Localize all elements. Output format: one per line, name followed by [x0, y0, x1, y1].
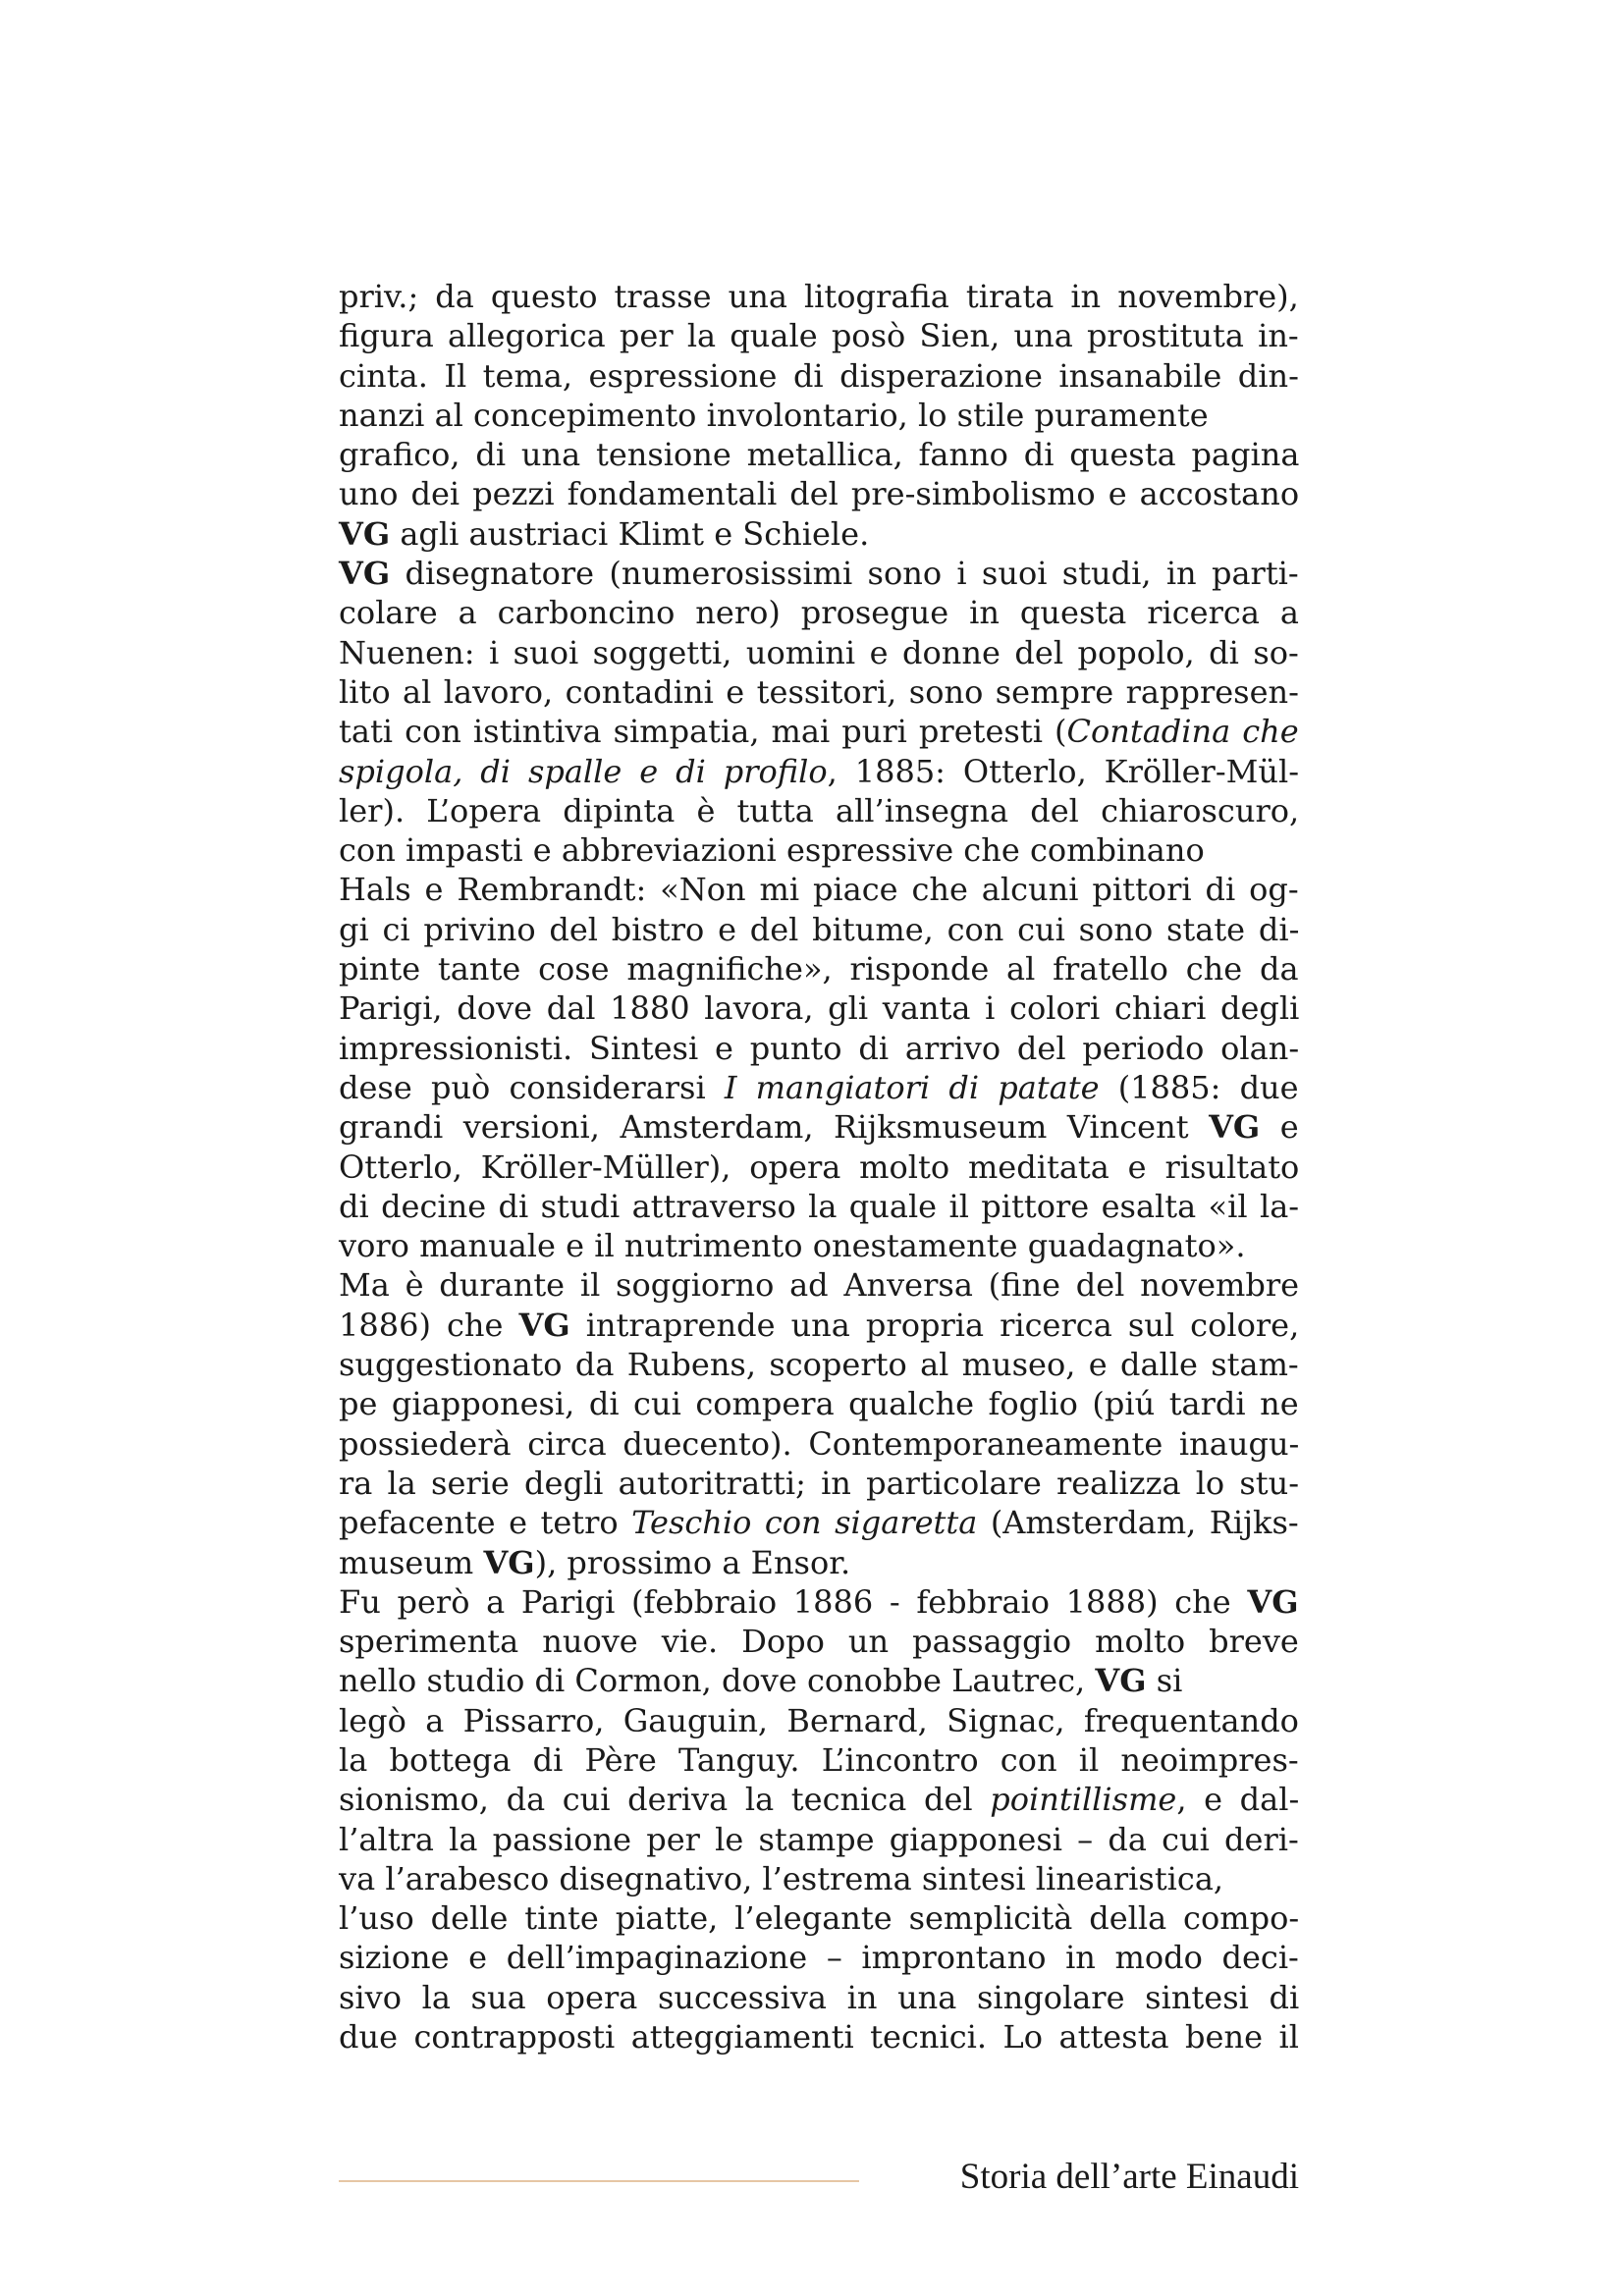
italic-title: spigola, di spalle e di profilo — [339, 752, 828, 790]
text-run: Hals e Rembrandt: «Non mi piace che alcuni pittori di og- — [339, 871, 1299, 909]
text-run: tati con istintiva simpatia, mai puri pretesti ( — [339, 713, 1067, 751]
text-line — [339, 910, 1299, 949]
text-run: due contrapposti atteggiamenti tecnici. Lo attesta bene il — [339, 2018, 1299, 2056]
body-text — [339, 277, 1299, 2056]
text-line — [339, 1345, 1299, 1384]
bold-abbreviation: VG — [483, 1543, 535, 1581]
text-line — [339, 1622, 1299, 1661]
text-line — [339, 1029, 1299, 1068]
text-run: agli austriaci Klimt e Schiele. — [390, 514, 870, 553]
text-run: possiederà circa duecento). Contemporaneamente inaugu- — [339, 1424, 1300, 1463]
text-run: (Amsterdam, Rijks- — [977, 1504, 1299, 1542]
text-run: museum — [339, 1543, 484, 1581]
text-line — [339, 316, 1299, 355]
text-run: lito al lavoro, contadini e tessitori, sono sempre rappresen- — [339, 672, 1299, 711]
text-line — [339, 830, 1299, 870]
text-run: ler). L’opera dipinta è tutta all’insegna del chiaroscuro, — [339, 791, 1300, 829]
text-line — [339, 1464, 1299, 1503]
text-run: Parigi, dove dal 1880 lavora, gli vanta i colori chiari degli — [339, 989, 1300, 1028]
text-run: (1885: due — [1099, 1068, 1299, 1106]
text-line — [339, 1859, 1299, 1898]
text-line — [339, 988, 1299, 1028]
text-line — [339, 1424, 1299, 1464]
text-line — [339, 870, 1299, 909]
text-line — [339, 949, 1299, 988]
text-line — [339, 435, 1299, 474]
text-line — [339, 633, 1299, 672]
text-run: sivo la sua opera successiva in una singolare sintesi di — [339, 1978, 1300, 2016]
text-run: l’altra la passione per le stampe giapponesi – da cui deri- — [339, 1820, 1299, 1858]
text-line — [339, 593, 1299, 632]
text-line — [339, 1543, 1299, 1582]
text-run: di decine di studi attraverso la quale il pittore esalta «il la- — [339, 1187, 1300, 1225]
text-run: suggestionato da Rubens, scoperto al museo, e dalle stam- — [339, 1346, 1299, 1384]
text-run: cinta. Il tema, espressione di disperazione insanabile din- — [339, 356, 1299, 395]
footer-title: Storia dell’arte Einaudi — [959, 2157, 1299, 2197]
bold-abbreviation: VG — [1247, 1582, 1299, 1621]
text-line — [339, 1226, 1299, 1265]
text-run: figura allegorica per la quale posò Sien, una prostituta in- — [339, 317, 1299, 355]
text-run: grandi versioni, Amsterdam, Rijksmuseum Vincent — [339, 1108, 1210, 1147]
text-line — [339, 1978, 1299, 2017]
text-line — [339, 356, 1299, 396]
text-line — [339, 1701, 1299, 1740]
text-line — [339, 1503, 1299, 1542]
text-run: la bottega di Père Tanguy. L’incontro con il neoimpres- — [339, 1740, 1299, 1779]
text-line — [339, 672, 1299, 712]
text-run: l’uso delle tinte piatte, l’elegante semplicità della compo- — [339, 1899, 1300, 1938]
italic-title: Contadina che — [1066, 713, 1299, 751]
text-line — [339, 554, 1299, 593]
text-line — [339, 1068, 1299, 1107]
bold-abbreviation: VG — [339, 555, 391, 593]
text-run: disegnatore (numerosissimi sono i suoi studi, in parti- — [390, 555, 1299, 593]
text-line — [339, 1384, 1299, 1423]
text-run: legò a Pissarro, Gauguin, Bernard, Signac, frequentando — [339, 1701, 1299, 1739]
text-line — [339, 712, 1299, 751]
text-line — [339, 1740, 1299, 1780]
text-run: grafico, di una tensione metallica, fanno di questa pagina — [339, 436, 1300, 474]
bold-abbreviation: VG — [1209, 1108, 1261, 1147]
bold-abbreviation: VG — [1095, 1662, 1147, 1700]
text-run: si — [1146, 1662, 1183, 1700]
text-run: Ma è durante il soggiorno ad Anversa (fine del novembre — [339, 1266, 1300, 1305]
text-run: dese può considerarsi — [339, 1068, 725, 1106]
text-line — [339, 1148, 1299, 1187]
text-run: nello studio di Cormon, dove conobbe Lautrec, — [339, 1662, 1096, 1700]
text-run: colare a carboncino nero) prosegue in questa ricerca a — [339, 594, 1299, 632]
text-line — [339, 1820, 1299, 1859]
text-run: va l’arabesco disegnativo, l’estrema sintesi linearistica, — [339, 1859, 1224, 1897]
text-run: , 1885: Otterlo, Kröller-Mül- — [827, 752, 1300, 790]
bold-abbreviation: VG — [339, 514, 391, 553]
text-line — [339, 2017, 1299, 2056]
text-line — [339, 752, 1299, 791]
italic-title: pointillisme — [990, 1781, 1177, 1819]
text-run: priv.; da questo trasse una litografia tirata in novembre), — [339, 278, 1299, 315]
text-line — [339, 514, 1299, 554]
italic-title: Teschio con sigaretta — [631, 1504, 978, 1542]
text-line — [339, 1187, 1299, 1226]
text-run: con impasti e abbreviazioni espressive che combinano — [339, 831, 1205, 870]
text-run: ra la serie degli autoritratti; in particolare realizza lo stu- — [339, 1464, 1300, 1502]
text-run: pinte tante cose magnifiche», risponde al fratello che da — [339, 950, 1299, 988]
text-line — [339, 1661, 1299, 1700]
text-line — [339, 1306, 1299, 1345]
text-run: sperimenta nuove vie. Dopo un passaggio molto breve — [339, 1623, 1299, 1661]
text-run: voro manuale e il nutrimento onestamente guadagnato». — [339, 1227, 1246, 1265]
text-line — [339, 1265, 1299, 1305]
text-line — [339, 1582, 1299, 1622]
text-run: Nuenen: i suoi soggetti, uomini e donne del popolo, di so- — [339, 633, 1299, 671]
text-run: 1886) che — [339, 1306, 519, 1344]
text-run: Otterlo, Kröller-Müller), opera molto meditata e risultato — [339, 1148, 1300, 1186]
text-run: impressionisti. Sintesi e punto di arrivo del periodo olan- — [339, 1029, 1300, 1067]
text-run: intraprende una propria ricerca sul colore, — [569, 1306, 1300, 1344]
bold-abbreviation: VG — [518, 1306, 570, 1344]
text-run: e — [1260, 1108, 1299, 1147]
text-run: sionismo, da cui deriva la tecnica del — [339, 1781, 991, 1819]
text-run: pefacente e tetro — [339, 1504, 632, 1542]
text-line — [339, 1938, 1299, 1977]
text-run: nanzi al concepimento involontario, lo stile puramente — [339, 396, 1209, 434]
text-line — [339, 396, 1299, 435]
footer-rule — [339, 2180, 859, 2182]
text-run: sizione e dell’impaginazione – improntano in modo deci- — [339, 1939, 1299, 1977]
text-run: gi ci privino del bistro e del bitume, con cui sono state di- — [339, 910, 1300, 948]
text-run: uno dei pezzi fondamentali del pre-simbolismo e accostano — [339, 475, 1300, 513]
text-run: Fu però a Parigi (febbraio 1886 - febbraio 1888) che — [339, 1582, 1248, 1621]
text-line — [339, 1107, 1299, 1147]
text-run: ), prossimo a Ensor. — [534, 1543, 851, 1581]
text-run: , e dal- — [1176, 1781, 1300, 1819]
text-line — [339, 1898, 1299, 1938]
text-line — [339, 474, 1299, 513]
italic-title: I mangiatori di patate — [724, 1068, 1100, 1106]
text-line — [339, 1780, 1299, 1819]
text-line — [339, 791, 1299, 830]
text-line — [339, 277, 1299, 316]
text-run: pe giapponesi, di cui compera qualche foglio (piú tardi ne — [339, 1385, 1299, 1423]
